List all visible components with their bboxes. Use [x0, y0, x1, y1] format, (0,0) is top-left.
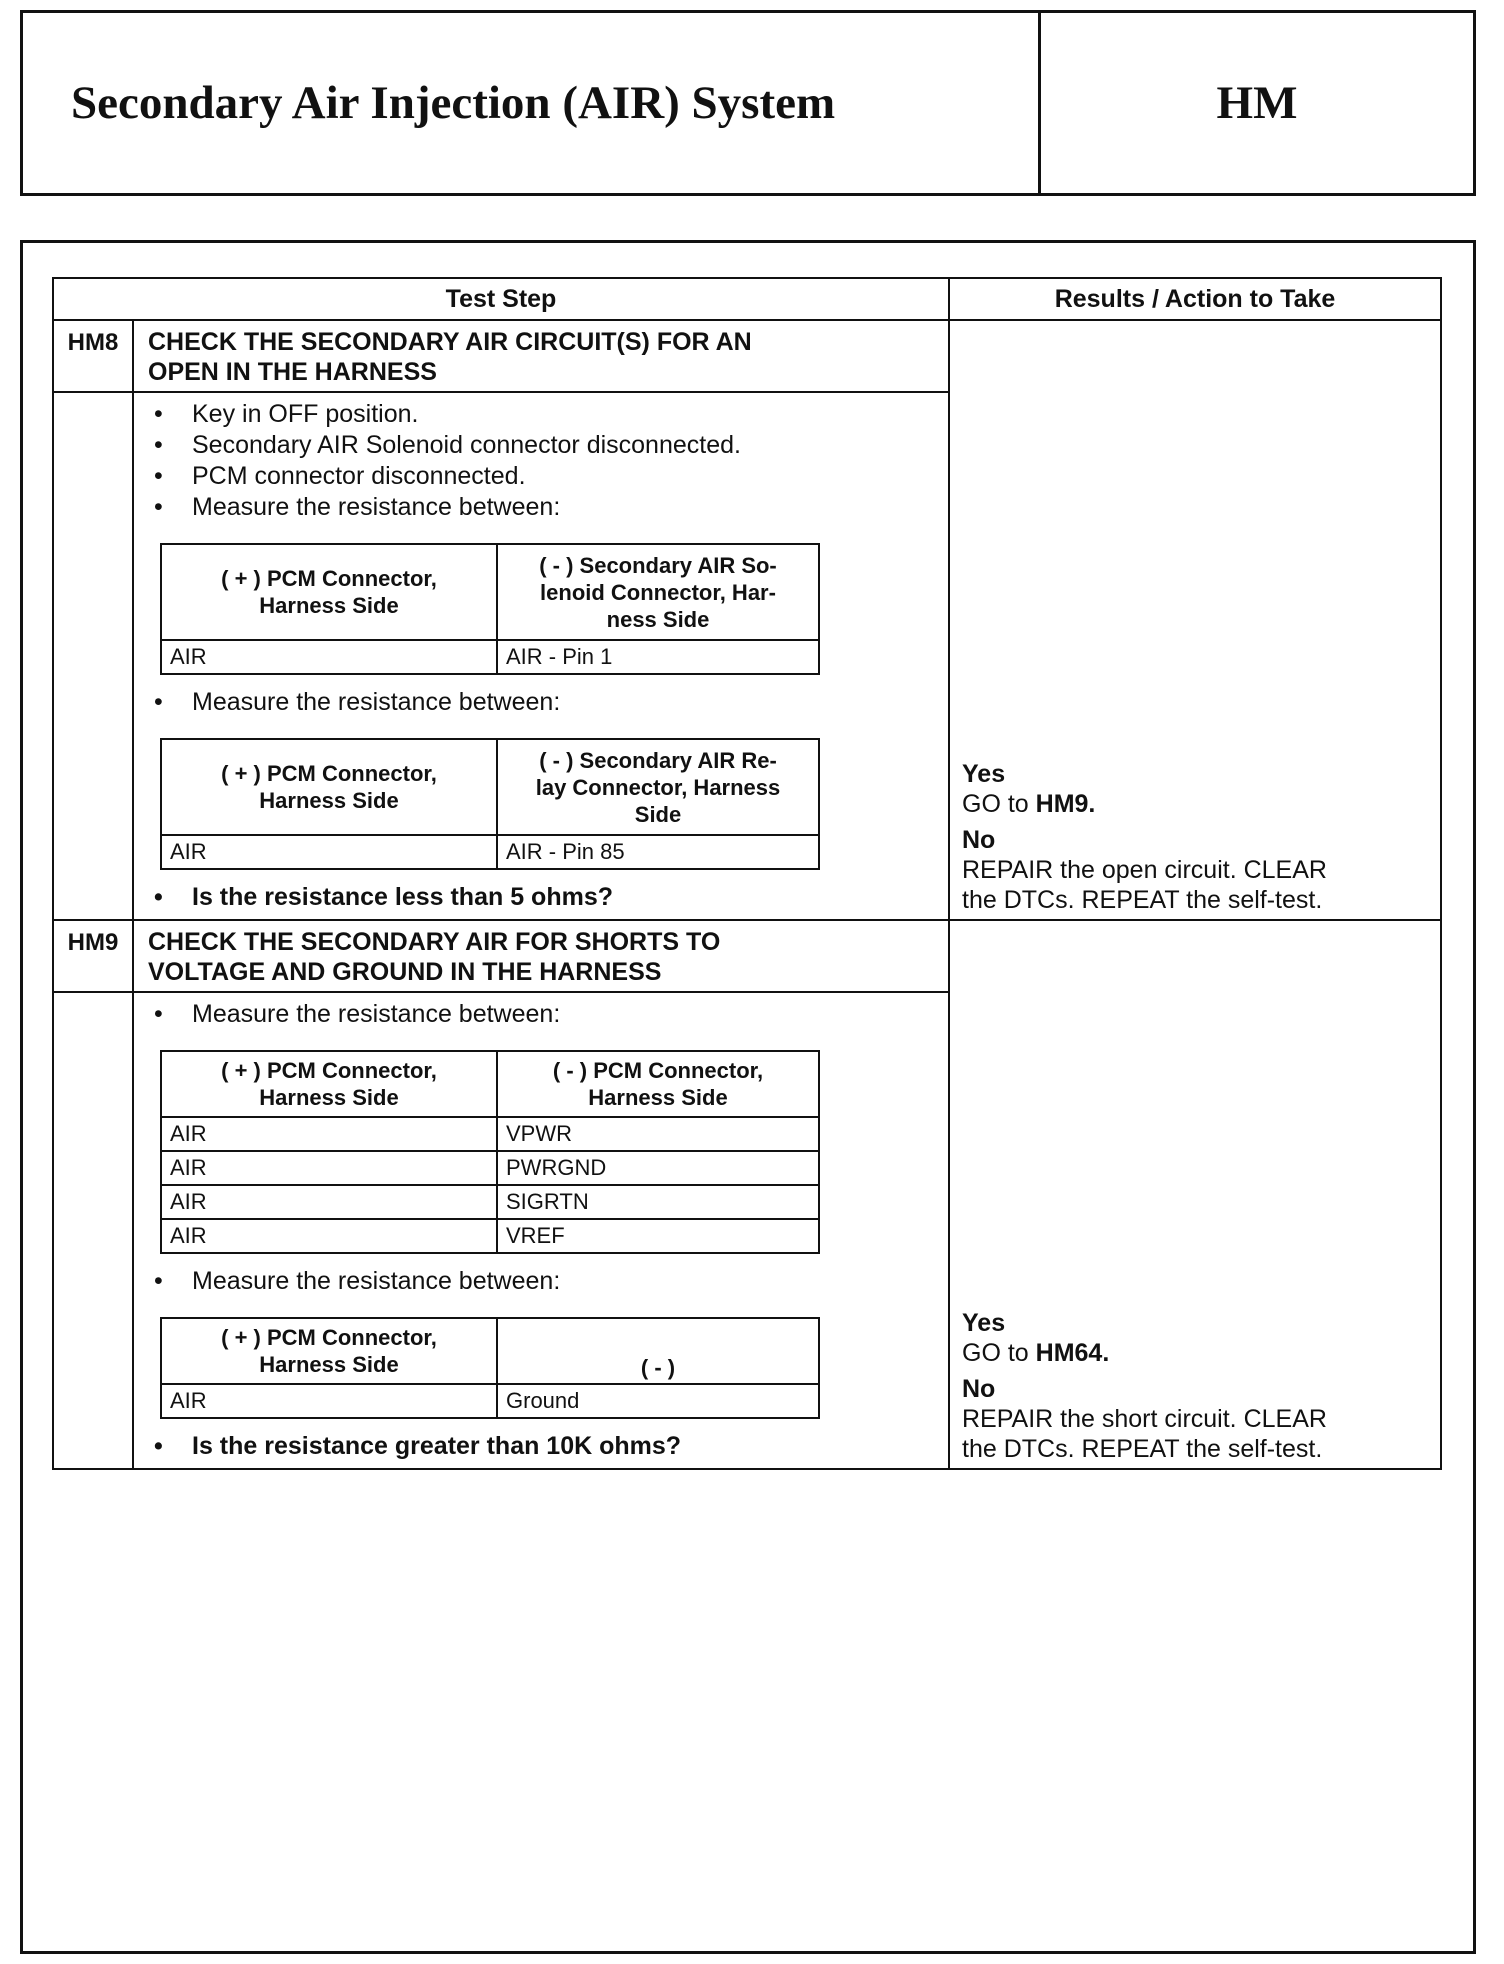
hm8-yes-action	[962, 789, 1432, 819]
hm9-question: • Is the resistance greater than 10K ohms?	[148, 1431, 948, 1462]
hm9-no-label: No	[962, 1375, 996, 1403]
hm9-yes-action	[962, 1338, 1432, 1368]
table-row: AIR AIR - Pin 1	[161, 640, 819, 674]
hm9-result	[949, 920, 1441, 1469]
hm9-measure-table-1	[160, 1050, 820, 1254]
hm8-body	[133, 392, 949, 920]
table-row: AIR AIR - Pin 85	[161, 835, 819, 869]
list-item: • PCM connector disconnected.	[148, 461, 948, 492]
hm9-no-line1: REPAIR the short circuit. CLEAR	[962, 1405, 1327, 1433]
list-item: • Secondary AIR Solenoid connector disconnected.	[148, 430, 948, 461]
page-header	[20, 10, 1476, 196]
table-header-cell: ( + ) PCM Connector, Harness Side	[161, 1318, 497, 1384]
table-header-cell: ( - ) Secondary AIR So- lenoid Connector, Har- ness Side	[497, 544, 819, 640]
table-row: AIR PWRGND	[161, 1151, 819, 1185]
table-header-cell: ( - ) PCM Connector, Harness Side	[497, 1051, 819, 1117]
pinpoint-test-table	[52, 277, 1442, 1470]
hm8-yes-text: GO to	[962, 790, 1029, 818]
table-row: AIR Ground	[161, 1384, 819, 1418]
hm9-title-row	[53, 920, 1441, 992]
hm9-title-line2: VOLTAGE AND GROUND IN THE HARNESS	[148, 958, 662, 986]
table-row: AIR VREF	[161, 1219, 819, 1253]
list-item: • Measure the resistance between:	[148, 687, 948, 718]
hm8-title	[133, 320, 949, 392]
hm8-measure-table-2	[160, 738, 820, 870]
section-code: HM	[1216, 77, 1298, 129]
list-item: • Measure the resistance between:	[148, 1266, 948, 1297]
hm9-yes-label: Yes	[962, 1309, 1006, 1337]
hm8-yes-target: HM9.	[1035, 790, 1096, 818]
table-header-cell: ( - ) Secondary AIR Re- lay Connector, Harness Side	[497, 739, 819, 835]
table-row: AIR VPWR	[161, 1117, 819, 1151]
hm8-question: • Is the resistance less than 5 ohms?	[148, 882, 948, 913]
hm8-yes-label: Yes	[962, 760, 1006, 788]
hm9-measure-table-2	[160, 1317, 820, 1419]
table-header-cell: ( + ) PCM Connector, Harness Side	[161, 1051, 497, 1117]
hm9-yes-target: HM64.	[1035, 1339, 1110, 1367]
test-step-header: Test Step	[53, 278, 949, 320]
list-item: • Measure the resistance between:	[148, 492, 948, 523]
hm9-title	[133, 920, 949, 992]
hm9-body	[133, 992, 949, 1469]
table-header-row	[53, 278, 1441, 320]
hm8-no-label: No	[962, 826, 996, 854]
hm9-code: HM9	[53, 920, 133, 992]
table-header-cell: ( + ) PCM Connector, Harness Side	[161, 544, 497, 640]
hm9-no-line2: the DTCs. REPEAT the self-test.	[962, 1435, 1323, 1463]
hm8-no-line1: REPAIR the open circuit. CLEAR	[962, 856, 1327, 884]
table-header-cell: ( - )	[497, 1318, 819, 1384]
hm8-code: HM8	[53, 320, 133, 392]
hm8-title-row	[53, 320, 1441, 392]
list-item: • Key in OFF position.	[148, 399, 948, 430]
hm8-title-line2: OPEN IN THE HARNESS	[148, 358, 437, 386]
hm8-bullets	[148, 399, 948, 523]
hm8-no-line2: the DTCs. REPEAT the self-test.	[962, 886, 1323, 914]
hm8-result	[949, 320, 1441, 920]
section-title: Secondary Air Injection (AIR) System	[23, 13, 1041, 193]
table-row: AIR SIGRTN	[161, 1185, 819, 1219]
hm8-measure-table-1	[160, 543, 820, 675]
hm9-yes-text: GO to	[962, 1339, 1029, 1367]
list-item: • Measure the resistance between:	[148, 999, 948, 1030]
table-header-cell: ( + ) PCM Connector, Harness Side	[161, 739, 497, 835]
hm9-title-line1: CHECK THE SECONDARY AIR FOR SHORTS TO	[148, 928, 721, 956]
hm8-title-line1: CHECK THE SECONDARY AIR CIRCUIT(S) FOR AN	[148, 328, 752, 356]
results-header: Results / Action to Take	[949, 278, 1441, 320]
